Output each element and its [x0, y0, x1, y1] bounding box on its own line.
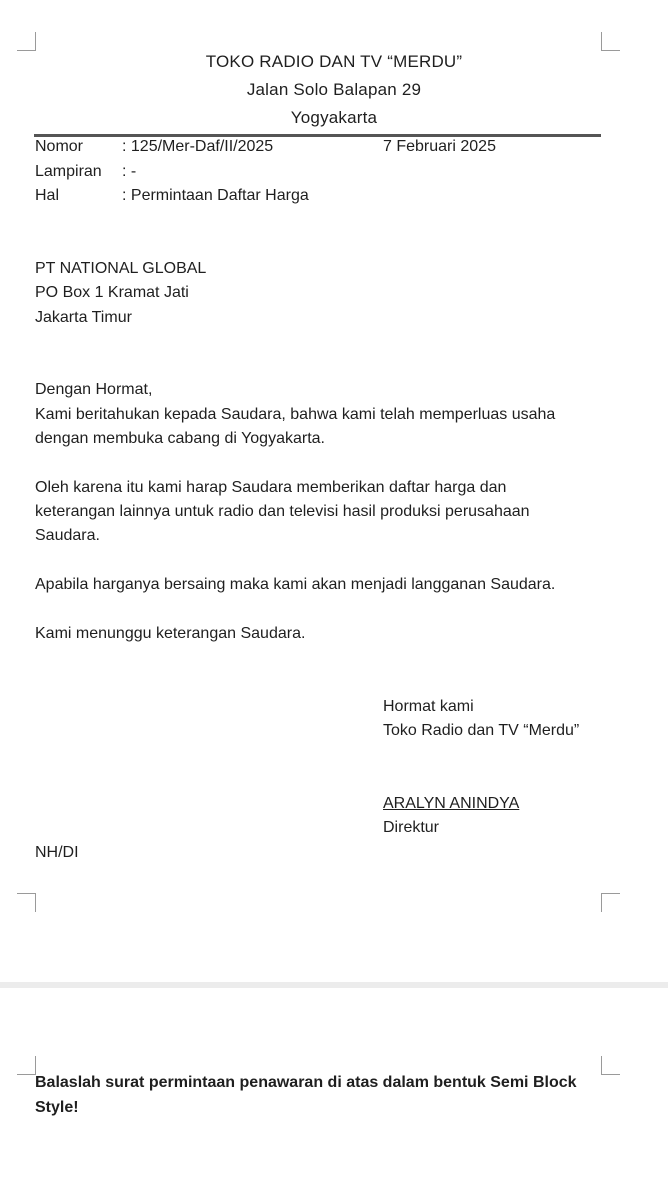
complimentary-close: Hormat kami [383, 698, 474, 715]
crop-mark-bottom-left [17, 893, 36, 912]
letterhead-divider [34, 134, 601, 137]
hal-value: : Permintaan Daftar Harga [122, 187, 309, 204]
instruction-line-1: Balaslah surat permintaan penawaran di atas dalam bentuk Semi Block [35, 1074, 577, 1091]
crop-mark-bottom-right [601, 893, 620, 912]
salutation: Dengan Hormat, [35, 381, 153, 398]
crop-mark-top-right-2 [601, 1056, 620, 1075]
paragraph-1-line-2: dengan membuka cabang di Yogyakarta. [35, 430, 325, 447]
paragraph-4: Kami menunggu keterangan Saudara. [35, 625, 306, 642]
lampiran-label: Lampiran [35, 163, 102, 180]
signer-title: Direktur [383, 819, 440, 836]
closing-company: Toko Radio dan TV “Merdu” [383, 722, 580, 739]
nomor-label: Nomor [35, 138, 84, 155]
paragraph-2-line-1: Oleh karena itu kami harap Saudara memberikan daftar harga dan [35, 479, 507, 496]
signer-name: ARALYN ANINDYA [383, 795, 520, 812]
paragraph-2-line-2: keterangan lainnya untuk radio dan televisi hasil produksi perusahaan [35, 503, 530, 520]
company-city: Yogyakarta [290, 108, 378, 127]
recipient-city: Jakarta Timur [35, 309, 132, 326]
lampiran-value: : - [122, 163, 137, 180]
crop-mark-top-left-2 [17, 1056, 36, 1075]
recipient-name: PT NATIONAL GLOBAL [35, 260, 207, 277]
crop-mark-top-right [601, 32, 620, 51]
instruction-page [0, 988, 668, 1194]
typist-initials: NH/DI [35, 844, 79, 861]
paragraph-1-line-1: Kami beritahukan kepada Saudara, bahwa kami telah memperluas usaha [35, 406, 556, 423]
instruction-line-2: Style! [35, 1099, 79, 1116]
company-name: TOKO RADIO DAN TV “MERDU” [205, 52, 463, 71]
nomor-value: : 125/Mer-Daf/II/2025 [122, 138, 274, 155]
company-street: Jalan Solo Balapan 29 [246, 80, 422, 99]
crop-mark-top-left [17, 32, 36, 51]
letter-date: 7 Februari 2025 [383, 138, 496, 155]
paragraph-2-line-3: Saudara. [35, 527, 100, 544]
recipient-address: PO Box 1 Kramat Jati [35, 284, 189, 301]
paragraph-3: Apabila harganya bersaing maka kami akan menjadi langganan Saudara. [35, 576, 556, 593]
hal-label: Hal [35, 187, 60, 204]
